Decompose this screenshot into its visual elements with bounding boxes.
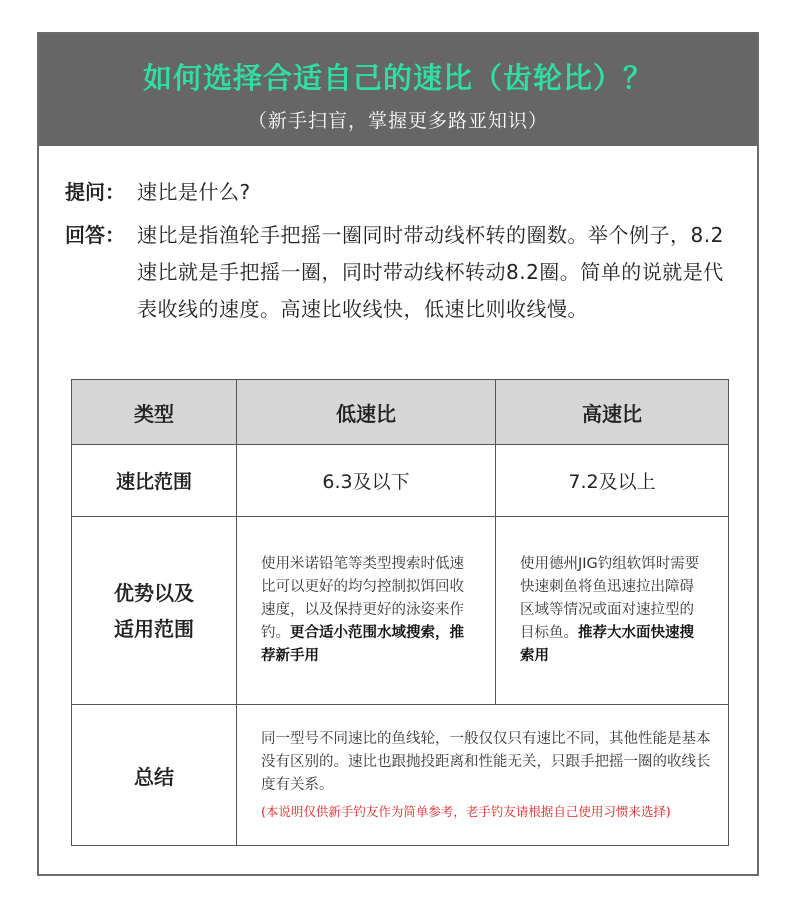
header-low-ratio: 低速比: [237, 380, 496, 445]
table-header-row: [72, 380, 729, 445]
question-block: [65, 174, 745, 211]
summary-note: (本说明仅供新手钓友作为简单参考，老手钓友请根据自己使用习惯来选择): [261, 803, 671, 819]
header-type: 类型: [72, 380, 237, 445]
summary-cell: [237, 705, 729, 846]
question-text: 速比是什么?: [137, 180, 251, 204]
answer-label: 回答：: [65, 223, 125, 247]
advantage-high-text: 使用德州JIG钓组软饵时需要快速刺鱼将鱼迅速拉出障碍区域等情况或面对速拉型的目标鱼。: [520, 556, 700, 641]
advantage-label-line1: 优势以及: [114, 580, 194, 605]
header-high-ratio: 高速比: [496, 380, 729, 445]
header-banner: [39, 34, 757, 146]
page-subtitle: （新手扫盲，掌握更多路亚知识）: [247, 110, 548, 132]
info-card: [37, 32, 759, 876]
summary-label: 总结: [72, 705, 237, 846]
range-low: 6.3及以下: [237, 445, 496, 517]
table-row-range: [72, 445, 729, 517]
range-label: 速比范围: [72, 445, 237, 517]
question-label: 提问：: [65, 180, 125, 204]
advantage-high-bold: 推荐大水面快速搜索用: [520, 625, 694, 664]
table-row-summary: [72, 705, 729, 846]
advantage-low-bold: 更合适小范围水域搜索，推荐新手用: [261, 625, 464, 664]
table-row-advantage: [72, 517, 729, 705]
advantage-low-text: 使用米诺铅笔等类型搜索时低速比可以更好的均匀控制拟饵回收速度，以及保持更好的泳姿来作钓。: [261, 556, 464, 641]
advantage-high-cell: [496, 517, 729, 705]
advantage-low-cell: [237, 517, 496, 705]
gear-ratio-table: [71, 379, 729, 846]
advantage-label-line2: 适用范围: [114, 616, 194, 641]
summary-text: 同一型号不同速比的鱼线轮，一般仅仅只有速比不同，其他性能是基本没有区别的。速比也跟抛投距离和性能无关，只跟手把摇一圈的收线长度有关系。: [261, 730, 711, 793]
answer-block: [65, 217, 745, 328]
answer-text: 速比是指渔轮手把摇一圈同时带动线杯转的圈数。举个例子，8.2速比就是手把摇一圈，同时带动线杯转动8.2圈。简单的说就是代表收线的速度。高速比收线快，低速比则收线慢。: [137, 223, 724, 321]
advantage-label: [72, 517, 237, 705]
page-title: 如何选择合适自己的速比（齿轮比）？: [142, 61, 653, 95]
range-high: 7.2及以上: [496, 445, 729, 517]
